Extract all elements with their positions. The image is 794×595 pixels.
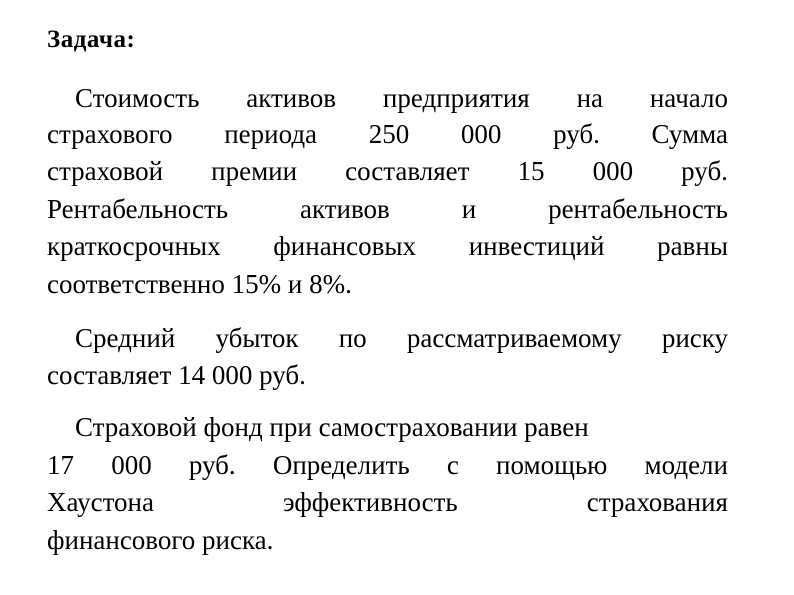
paragraph-3-line-1: Страховой фонд при самостраховании равен xyxy=(75,412,589,442)
word: Сумма xyxy=(651,119,728,149)
word: убыток xyxy=(215,323,299,353)
word: рассматриваемому xyxy=(406,323,622,353)
word: равны xyxy=(657,231,728,261)
word: руб. xyxy=(553,119,600,149)
paragraph-1-line-6: соответственно 15% и 8%. xyxy=(47,269,352,299)
word: премии xyxy=(211,156,298,186)
word: 250 xyxy=(368,119,410,149)
word: руб. xyxy=(681,156,728,186)
word: страхового xyxy=(47,119,173,149)
paragraph-1-line-3 xyxy=(47,156,728,186)
word: предприятия xyxy=(382,83,530,113)
word: активов xyxy=(246,83,337,113)
paragraph-1-line-2 xyxy=(47,119,728,149)
paragraph-3-line-2 xyxy=(47,450,728,480)
paragraph-1-line-4 xyxy=(47,194,728,224)
word: периода xyxy=(224,119,318,149)
word: Хаустона xyxy=(47,487,154,517)
word: 17 xyxy=(47,450,74,480)
word: 000 xyxy=(111,450,152,480)
word: Средний xyxy=(75,323,176,353)
word: инвестиций xyxy=(468,231,605,261)
paragraph-1-line-5 xyxy=(47,231,728,261)
paragraph-2-line-1 xyxy=(47,323,728,353)
word: краткосрочных xyxy=(47,231,221,261)
word: модели xyxy=(644,450,728,480)
word: эффективность xyxy=(282,487,458,517)
word: Рентабельность xyxy=(47,194,229,224)
word: составляет xyxy=(345,156,470,186)
word: по xyxy=(338,323,367,353)
word: рентабельность xyxy=(548,194,728,224)
word: помощью xyxy=(496,450,608,480)
word: активов xyxy=(299,194,390,224)
word: риску xyxy=(661,323,728,353)
word: страховой xyxy=(47,156,164,186)
paragraph-3-line-3 xyxy=(47,487,728,517)
paragraph-3-line-4: финансового риска. xyxy=(47,525,274,555)
word: 15 xyxy=(517,156,545,186)
word: на xyxy=(576,83,603,113)
paragraph-2-line-2: составляет 14 000 руб. xyxy=(47,360,306,390)
word: с xyxy=(446,450,459,480)
word: и xyxy=(461,194,477,224)
word: начало xyxy=(649,83,728,113)
word: 000 xyxy=(460,119,502,149)
word: Стоимость xyxy=(75,83,200,113)
task-title: Задача: xyxy=(47,26,136,53)
word: руб. xyxy=(188,450,236,480)
word: финансовых xyxy=(273,231,416,261)
word: 000 xyxy=(592,156,634,186)
paragraph-1-line-1 xyxy=(47,83,728,113)
word: страхования xyxy=(586,487,728,517)
word: Определить xyxy=(272,450,410,480)
